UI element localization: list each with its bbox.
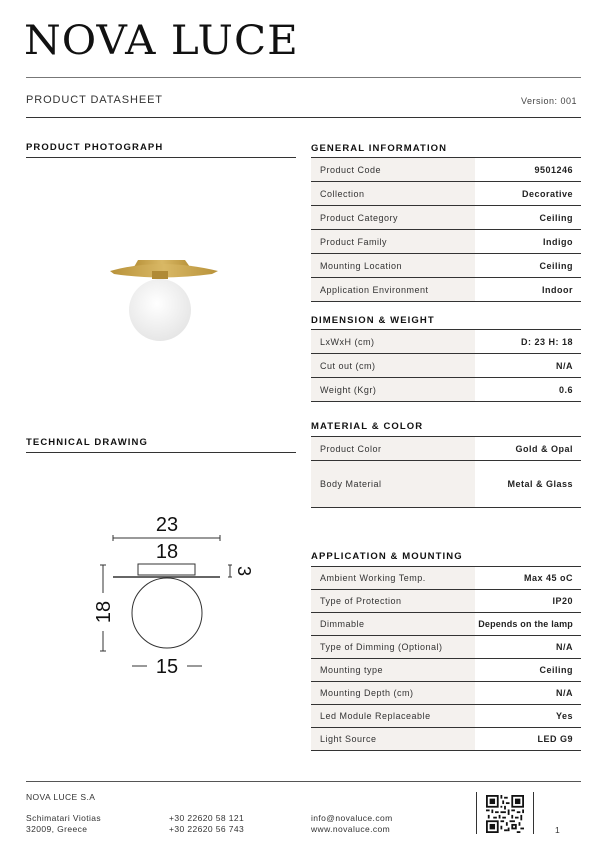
phone-1: +30 22620 58 121 [169, 813, 245, 823]
subheader-divider [26, 117, 581, 118]
row-label: Product Category [311, 206, 475, 229]
globe-shape [129, 279, 191, 341]
dim-globe-diameter: 15 [155, 656, 179, 678]
row-label: Ambient Working Temp. [311, 567, 475, 589]
row-value: 9501246 [534, 164, 573, 175]
dim-overall-width: 23 [155, 514, 179, 536]
drawing-divider [26, 452, 296, 453]
row-value: Ceiling [539, 260, 573, 271]
brand-logo: NOVA LUCE [24, 18, 299, 64]
table-row [311, 437, 581, 461]
company-name: NOVA LUCE S.A [26, 792, 96, 802]
table-row [311, 378, 581, 402]
table-row [311, 590, 581, 613]
row-label: Mounting Depth (cm) [311, 682, 475, 704]
dim-canopy-width: 18 [155, 541, 179, 563]
row-value: N/A [556, 360, 573, 371]
material-color-title: MATERIAL & COLOR [311, 421, 424, 432]
row-value: Yes [555, 711, 573, 721]
row-label: LxWxH (cm) [311, 330, 475, 353]
canopy-outline [138, 564, 195, 575]
dimension-weight-title: DIMENSION & WEIGHT [311, 315, 435, 326]
footer-divider [26, 781, 581, 782]
header-divider [26, 77, 581, 78]
address-line-2: 32009, Greece [26, 824, 88, 834]
row-label: Body Material [311, 461, 475, 507]
application-mounting-table [311, 566, 581, 751]
table-row [311, 158, 581, 182]
row-label: Mounting type [311, 659, 475, 681]
table-row [311, 230, 581, 254]
row-value: N/A [556, 642, 573, 652]
table-row [311, 567, 581, 590]
row-label: Type of Dimming (Optional) [311, 636, 475, 658]
table-row [311, 278, 581, 302]
table-row [311, 705, 581, 728]
row-value: Gold & Opal [515, 443, 573, 454]
general-information-table [311, 157, 581, 302]
table-row [311, 254, 581, 278]
table-row [311, 728, 581, 751]
table-row [311, 613, 581, 636]
table-row [311, 330, 581, 354]
row-value: IP20 [552, 596, 573, 606]
page-number: 1 [555, 825, 561, 835]
table-row [311, 682, 581, 705]
row-label: Type of Protection [311, 590, 475, 612]
row-label: Weight (Kgr) [311, 378, 475, 401]
dim-total-height: 18 [93, 600, 115, 624]
globe-outline [132, 578, 202, 648]
table-row [311, 354, 581, 378]
material-color-table [311, 436, 581, 508]
application-mounting-title: APPLICATION & MOUNTING [311, 551, 463, 562]
row-value: Max 45 oC [523, 573, 573, 583]
row-value: Depends on the lamp [478, 619, 573, 629]
row-label: Product Family [311, 230, 475, 253]
email-link[interactable]: info@novaluce.com [311, 813, 393, 823]
row-value: LED G9 [537, 734, 573, 744]
row-label: Cut out (cm) [311, 354, 475, 377]
row-label: Application Environment [311, 278, 475, 301]
qr-code-icon[interactable] [486, 795, 524, 833]
row-value: Indoor [542, 284, 573, 295]
photo-divider [26, 157, 296, 158]
row-value: Indigo [543, 236, 573, 247]
row-value: 0.6 [558, 384, 573, 395]
row-value: Ceiling [539, 212, 573, 223]
product-photo [100, 245, 220, 360]
table-row [311, 636, 581, 659]
technical-drawing [80, 505, 270, 685]
holder-shape [152, 271, 168, 279]
qr-right-divider [533, 792, 534, 834]
table-row [311, 659, 581, 682]
table-row [311, 182, 581, 206]
phone-2: +30 22620 56 743 [169, 824, 245, 834]
technical-drawing-title: TECHNICAL DRAWING [26, 437, 148, 448]
dim-canopy-height: 3 [234, 565, 254, 577]
row-label: Light Source [311, 728, 475, 750]
row-label: Dimmable [311, 613, 475, 635]
row-label: Collection [311, 182, 475, 205]
row-label: Led Module Replaceable [311, 705, 475, 727]
document-title: PRODUCT DATASHEET [26, 94, 163, 106]
row-label: Mounting Location [311, 254, 475, 277]
qr-left-divider [476, 792, 477, 834]
row-value: N/A [556, 688, 573, 698]
row-value: Decorative [521, 188, 573, 199]
row-value: Ceiling [539, 665, 573, 675]
product-photograph-title: PRODUCT PHOTOGRAPH [26, 142, 164, 153]
dimension-weight-table [311, 329, 581, 402]
table-row [311, 206, 581, 230]
website-link[interactable]: www.novaluce.com [311, 824, 391, 834]
row-label: Product Color [311, 437, 475, 460]
row-label: Product Code [311, 158, 475, 181]
address-line-1: Schimatari Viotias [26, 813, 102, 823]
version-label: Version: 001 [520, 96, 577, 106]
row-value: Metal & Glass [507, 479, 573, 489]
table-row [311, 461, 581, 508]
row-value: D: 23 H: 18 [520, 336, 573, 347]
general-information-title: GENERAL INFORMATION [311, 143, 448, 154]
